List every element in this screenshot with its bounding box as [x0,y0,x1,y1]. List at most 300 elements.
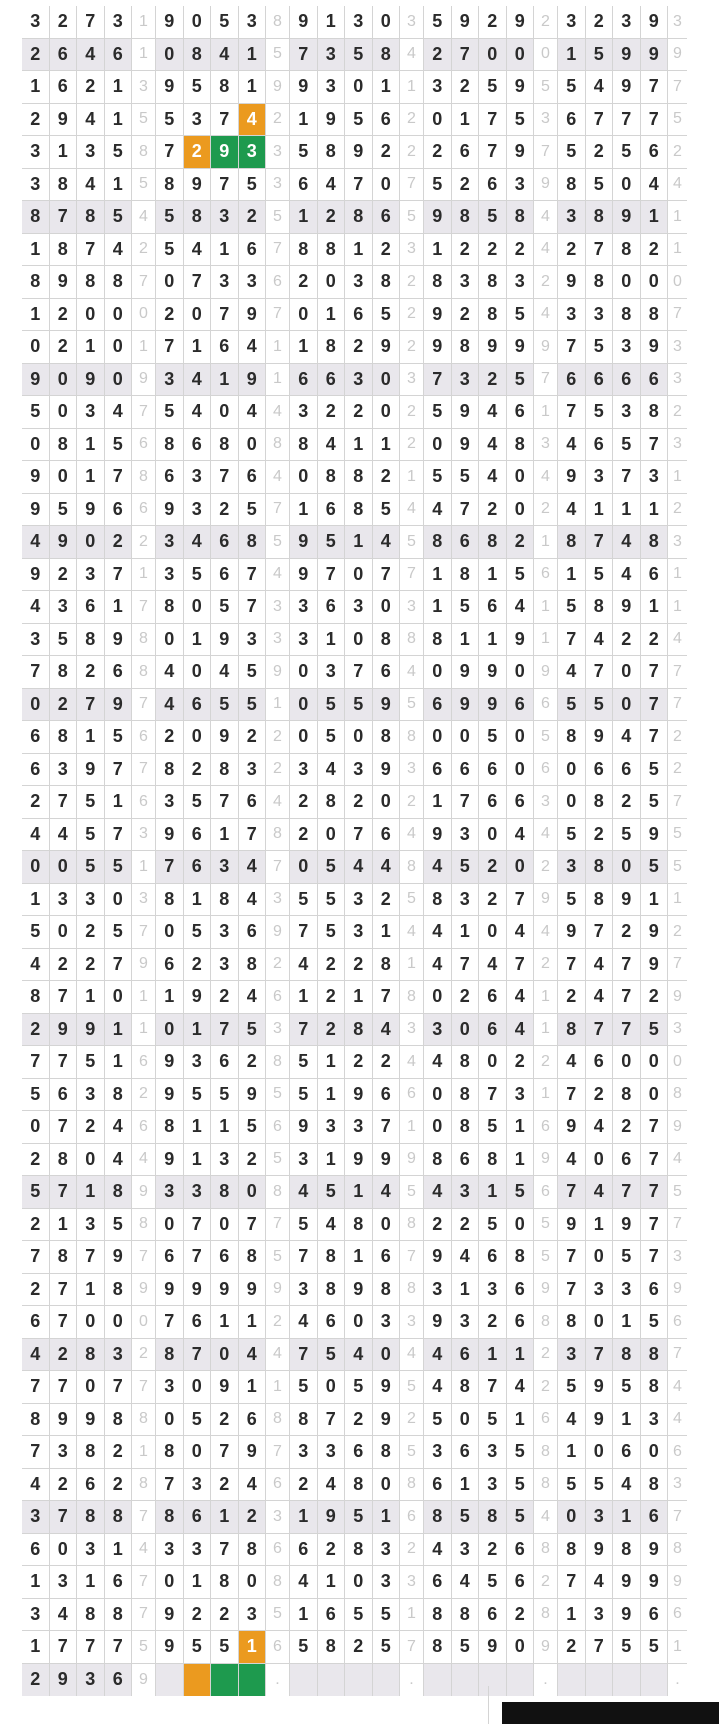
grid-cell[interactable]: 9 [318,104,346,137]
grid-cell[interactable]: 0 [290,689,318,722]
grid-cell[interactable]: 2 [586,1079,614,1112]
grid-cell[interactable]: 5 [507,104,535,137]
grid-cell[interactable]: 7 [558,1274,586,1307]
grid-cell[interactable]: 6 [290,364,318,397]
grid-cell[interactable]: 7 [479,104,507,137]
grid-cell[interactable]: 1 [290,494,318,527]
grid-cell[interactable]: 3 [211,1144,239,1177]
grid-cell[interactable]: 5 [424,396,452,429]
grid-cell[interactable]: 1 [586,494,614,527]
grid-cell[interactable]: 5 [77,819,105,852]
grid-cell[interactable]: 8 [22,981,50,1014]
grid-cell[interactable]: 0 [479,916,507,949]
grid-cell[interactable]: 2 [613,916,641,949]
grid-cell[interactable]: 3 [424,1014,452,1047]
grid-cell[interactable]: 6 [184,1306,212,1339]
grid-cell[interactable]: 2 [345,1404,373,1437]
grid-cell[interactable]: 2 [345,1631,373,1664]
grid-cell[interactable]: 7 [156,1469,184,1502]
grid-cell[interactable]: 0 [184,6,212,39]
grid-cell[interactable]: 2 [77,916,105,949]
grid-cell[interactable]: 1 [105,591,133,624]
grid-cell[interactable]: 3 [77,136,105,169]
grid-cell[interactable]: 4 [22,819,50,852]
grid-cell[interactable]: 1 [184,1111,212,1144]
grid-cell[interactable]: 9 [558,916,586,949]
grid-cell[interactable]: 4 [211,656,239,689]
grid-cell[interactable]: 2 [479,851,507,884]
grid-cell[interactable]: 3 [613,331,641,364]
grid-cell[interactable]: 0 [373,169,401,202]
grid-cell[interactable]: 2 [211,1469,239,1502]
grid-cell[interactable]: 7 [586,526,614,559]
grid-cell[interactable]: 8 [318,234,346,267]
grid-cell[interactable]: 7 [105,559,133,592]
grid-cell[interactable]: 3 [184,1534,212,1567]
grid-cell[interactable]: 1 [613,1306,641,1339]
grid-cell[interactable]: 5 [290,1209,318,1242]
grid-cell[interactable]: 1 [105,169,133,202]
grid-cell[interactable]: 5 [452,461,480,494]
grid-cell[interactable]: 8 [211,429,239,462]
grid-cell[interactable]: 1 [290,1501,318,1534]
grid-cell[interactable]: 5 [290,1631,318,1664]
grid-cell[interactable]: 8 [156,429,184,462]
grid-cell[interactable]: 2 [373,884,401,917]
grid-cell[interactable]: 1 [50,136,78,169]
grid-cell[interactable]: 1 [22,234,50,267]
grid-cell[interactable]: 2 [239,1144,267,1177]
grid-cell[interactable]: 0 [613,1046,641,1079]
grid-cell[interactable]: 3 [586,1501,614,1534]
grid-cell[interactable]: 6 [239,461,267,494]
grid-cell[interactable]: 2 [586,6,614,39]
grid-cell[interactable]: 8 [239,526,267,559]
grid-cell[interactable]: 8 [290,234,318,267]
grid-cell[interactable]: 5 [318,884,346,917]
grid-cell[interactable]: 5 [50,494,78,527]
grid-cell[interactable]: 6 [105,39,133,72]
grid-cell[interactable]: 8 [105,1274,133,1307]
grid-cell[interactable]: 9 [345,1079,373,1112]
grid-cell[interactable]: 5 [184,916,212,949]
grid-cell[interactable]: 9 [239,1079,267,1112]
grid-cell[interactable]: 7 [558,949,586,982]
grid-cell[interactable]: 6 [452,526,480,559]
grid-cell[interactable]: 4 [373,851,401,884]
grid-cell[interactable]: 0 [105,884,133,917]
grid-cell[interactable]: 0 [105,299,133,332]
grid-cell[interactable]: 9 [507,71,535,104]
grid-cell[interactable]: 5 [318,851,346,884]
grid-cell[interactable]: 0 [373,591,401,624]
grid-cell[interactable]: 0 [22,331,50,364]
grid-cell[interactable]: 2 [479,6,507,39]
grid-cell[interactable]: 3 [211,851,239,884]
grid-cell[interactable]: 2 [22,786,50,819]
grid-cell[interactable]: 1 [239,1306,267,1339]
grid-cell[interactable]: 4 [290,1566,318,1599]
grid-cell[interactable]: 1 [373,71,401,104]
grid-cell[interactable]: 3 [156,1534,184,1567]
grid-cell[interactable]: 0 [373,396,401,429]
grid-cell[interactable]: 6 [105,1566,133,1599]
grid-cell[interactable]: 1 [318,1079,346,1112]
grid-cell[interactable]: 5 [105,721,133,754]
grid-cell[interactable]: 7 [641,71,669,104]
grid-cell[interactable]: 8 [156,754,184,787]
grid-cell[interactable]: 0 [613,266,641,299]
grid-cell[interactable]: 7 [50,201,78,234]
grid-cell[interactable]: 7 [586,1014,614,1047]
grid-cell[interactable]: 1 [239,71,267,104]
grid-cell[interactable]: 3 [318,1111,346,1144]
grid-cell[interactable]: 1 [452,104,480,137]
grid-cell[interactable]: 1 [22,71,50,104]
grid-cell[interactable]: 9 [345,1274,373,1307]
grid-cell[interactable]: 8 [22,1404,50,1437]
grid-cell[interactable]: 4 [613,1469,641,1502]
grid-cell[interactable]: 3 [156,559,184,592]
grid-cell[interactable]: 7 [586,1631,614,1664]
grid-cell[interactable]: 4 [507,981,535,1014]
grid-cell[interactable]: 9 [641,1534,669,1567]
grid-cell[interactable]: 4 [479,461,507,494]
grid-cell[interactable]: 9 [77,1014,105,1047]
grid-cell[interactable]: 2 [613,786,641,819]
grid-cell[interactable]: 8 [558,1306,586,1339]
grid-cell[interactable]: 0 [424,1111,452,1144]
grid-cell[interactable]: 2 [345,949,373,982]
grid-cell[interactable]: 7 [452,39,480,72]
grid-cell[interactable]: 5 [211,591,239,624]
grid-cell[interactable]: 0 [22,1111,50,1144]
grid-cell[interactable]: 8 [318,1631,346,1664]
grid-cell[interactable]: 8 [156,884,184,917]
grid-cell[interactable]: 3 [558,851,586,884]
grid-cell[interactable]: 6 [184,851,212,884]
grid-cell[interactable]: 0 [156,1014,184,1047]
grid-cell[interactable]: 1 [345,526,373,559]
grid-cell[interactable]: 2 [77,949,105,982]
grid-cell[interactable]: 8 [452,1371,480,1404]
grid-cell[interactable]: 8 [156,1501,184,1534]
grid-cell[interactable]: 5 [345,1501,373,1534]
grid-cell[interactable]: 4 [479,396,507,429]
grid-cell[interactable]: 5 [507,299,535,332]
grid-cell[interactable]: 6 [424,754,452,787]
grid-cell[interactable]: 0 [50,851,78,884]
grid-cell[interactable]: 6 [479,591,507,624]
grid-cell[interactable]: 3 [156,1176,184,1209]
grid-cell[interactable]: 6 [613,754,641,787]
grid-cell[interactable]: 5 [424,6,452,39]
grid-cell[interactable]: 6 [479,1014,507,1047]
grid-cell[interactable]: 0 [586,1306,614,1339]
grid-cell[interactable]: 0 [507,721,535,754]
grid-cell[interactable]: 5 [156,201,184,234]
grid-cell[interactable]: 3 [77,884,105,917]
grid-cell[interactable]: 6 [641,1501,669,1534]
grid-cell[interactable]: 7 [290,916,318,949]
grid-cell[interactable]: 0 [184,656,212,689]
grid-cell[interactable]: 5 [479,201,507,234]
grid-cell[interactable] [452,1664,480,1697]
grid-cell[interactable]: 3 [77,559,105,592]
grid-cell[interactable]: 8 [211,884,239,917]
grid-cell[interactable]: 1 [507,1339,535,1372]
grid-cell[interactable]: 4 [558,1144,586,1177]
grid-cell[interactable]: 5 [558,884,586,917]
grid-cell[interactable]: 2 [50,1339,78,1372]
grid-cell[interactable]: 3 [184,461,212,494]
grid-cell[interactable]: 9 [156,1046,184,1079]
grid-cell[interactable]: 9 [77,494,105,527]
grid-cell[interactable]: 8 [156,591,184,624]
grid-cell[interactable]: 0 [613,689,641,722]
grid-cell[interactable]: 6 [479,981,507,1014]
grid-cell[interactable]: 5 [184,1404,212,1437]
grid-cell[interactable]: 5 [345,104,373,137]
grid-cell[interactable]: 7 [77,1241,105,1274]
grid-cell[interactable]: 5 [290,1079,318,1112]
grid-cell[interactable]: 6 [613,1436,641,1469]
grid-cell[interactable]: 9 [373,331,401,364]
grid-cell[interactable]: 0 [641,1079,669,1112]
grid-cell[interactable]: 9 [586,721,614,754]
grid-cell[interactable]: 4 [318,1209,346,1242]
grid-cell[interactable]: 0 [345,559,373,592]
grid-cell[interactable]: 6 [641,1599,669,1632]
grid-cell[interactable]: 9 [105,624,133,657]
grid-cell[interactable]: 4 [184,364,212,397]
grid-cell[interactable]: 2 [641,234,669,267]
grid-cell[interactable]: 8 [424,1599,452,1632]
grid-cell[interactable]: 5 [613,429,641,462]
grid-cell[interactable]: 2 [50,331,78,364]
grid-cell[interactable]: 8 [318,136,346,169]
grid-cell[interactable]: 7 [613,104,641,137]
grid-cell[interactable]: 1 [318,624,346,657]
grid-cell[interactable]: 8 [77,624,105,657]
grid-cell[interactable]: 5 [105,1209,133,1242]
grid-cell[interactable]: 0 [77,1371,105,1404]
grid-cell[interactable]: 4 [318,754,346,787]
grid-cell[interactable]: 2 [50,689,78,722]
grid-cell[interactable]: 2 [50,6,78,39]
grid-cell[interactable]: 9 [452,396,480,429]
grid-cell[interactable]: 9 [373,1371,401,1404]
grid-cell[interactable]: 2 [613,1111,641,1144]
grid-cell[interactable]: 7 [184,1339,212,1372]
grid-cell[interactable]: 9 [239,364,267,397]
grid-cell[interactable]: 3 [22,1599,50,1632]
grid-cell[interactable]: 6 [507,1534,535,1567]
grid-cell[interactable]: 1 [77,981,105,1014]
grid-cell[interactable]: 7 [105,1631,133,1664]
grid-cell[interactable]: 5 [479,1566,507,1599]
grid-cell[interactable]: 2 [318,949,346,982]
grid-cell[interactable]: 5 [105,429,133,462]
grid-cell[interactable]: 7 [50,786,78,819]
grid-cell[interactable]: 8 [156,1339,184,1372]
grid-cell[interactable]: 3 [239,136,267,169]
grid-cell[interactable]: 5 [318,721,346,754]
grid-cell[interactable]: 0 [613,169,641,202]
grid-cell[interactable]: 5 [184,1079,212,1112]
grid-cell[interactable]: 3 [77,1079,105,1112]
grid-cell[interactable]: 7 [290,1014,318,1047]
grid-cell[interactable]: 6 [345,299,373,332]
grid-cell[interactable]: 5 [507,364,535,397]
grid-cell[interactable]: 6 [558,364,586,397]
grid-cell[interactable]: 1 [318,299,346,332]
grid-cell[interactable]: 9 [105,689,133,722]
grid-cell[interactable]: 6 [239,1404,267,1437]
grid-cell[interactable]: 9 [22,494,50,527]
grid-cell[interactable]: 3 [105,1339,133,1372]
grid-cell[interactable]: 4 [77,169,105,202]
grid-cell[interactable]: 6 [586,429,614,462]
grid-cell[interactable]: 7 [211,786,239,819]
grid-cell[interactable]: 1 [586,1209,614,1242]
grid-cell[interactable]: 5 [613,1631,641,1664]
grid-cell[interactable]: 9 [613,1599,641,1632]
grid-cell[interactable]: 2 [479,1534,507,1567]
grid-cell[interactable]: 9 [641,819,669,852]
grid-cell[interactable]: 4 [586,949,614,982]
grid-cell[interactable]: 8 [479,266,507,299]
grid-cell[interactable]: 9 [586,1371,614,1404]
grid-cell[interactable]: 1 [373,1501,401,1534]
grid-cell[interactable]: 2 [50,949,78,982]
grid-cell[interactable]: 4 [239,981,267,1014]
grid-cell[interactable]: 4 [50,819,78,852]
grid-cell[interactable]: 5 [558,1469,586,1502]
grid-cell[interactable]: 8 [105,1404,133,1437]
grid-cell[interactable]: 4 [105,234,133,267]
grid-cell[interactable]: 8 [211,1566,239,1599]
grid-cell[interactable]: 5 [184,71,212,104]
grid-cell[interactable]: 5 [318,689,346,722]
grid-cell[interactable]: 9 [290,559,318,592]
grid-cell[interactable]: 8 [452,1079,480,1112]
grid-cell[interactable]: 5 [558,689,586,722]
grid-cell[interactable]: 7 [641,104,669,137]
grid-cell[interactable]: 8 [239,1241,267,1274]
grid-cell[interactable]: 0 [156,1404,184,1437]
grid-cell[interactable]: 0 [50,364,78,397]
grid-cell[interactable]: 9 [290,71,318,104]
grid-cell[interactable]: 1 [211,1306,239,1339]
grid-cell[interactable]: 3 [105,6,133,39]
grid-cell[interactable]: 9 [156,1079,184,1112]
grid-cell[interactable]: 1 [373,429,401,462]
grid-cell[interactable] [373,1664,401,1697]
grid-cell[interactable]: 8 [452,1599,480,1632]
grid-cell[interactable]: 3 [184,1176,212,1209]
grid-cell[interactable]: 6 [22,754,50,787]
grid-cell[interactable]: 1 [558,559,586,592]
grid-cell[interactable]: 3 [77,396,105,429]
grid-cell[interactable]: 5 [77,1046,105,1079]
grid-cell[interactable]: 6 [211,1046,239,1079]
grid-cell[interactable]: 6 [373,104,401,137]
grid-cell[interactable]: 8 [345,494,373,527]
grid-cell[interactable]: 0 [558,786,586,819]
grid-cell[interactable]: 8 [156,1111,184,1144]
grid-cell[interactable]: 8 [77,266,105,299]
grid-cell[interactable]: 8 [452,331,480,364]
grid-cell[interactable]: 9 [184,981,212,1014]
grid-cell[interactable]: 7 [105,1371,133,1404]
grid-cell[interactable]: 8 [373,949,401,982]
grid-cell[interactable]: 1 [613,1404,641,1437]
grid-cell[interactable]: 5 [211,1079,239,1112]
grid-cell[interactable]: 2 [558,981,586,1014]
grid-cell[interactable]: 0 [22,429,50,462]
grid-cell[interactable]: 8 [479,1501,507,1534]
grid-cell[interactable]: 8 [318,461,346,494]
grid-cell[interactable]: 7 [373,981,401,1014]
grid-cell[interactable]: 8 [613,234,641,267]
grid-cell[interactable]: 2 [239,1501,267,1534]
grid-cell[interactable]: 2 [479,364,507,397]
grid-cell[interactable]: 8 [105,266,133,299]
grid-cell[interactable]: 8 [641,396,669,429]
grid-cell[interactable]: 3 [452,1176,480,1209]
grid-cell[interactable]: 0 [184,591,212,624]
grid-cell[interactable]: 8 [77,1599,105,1632]
grid-cell[interactable]: 6 [211,331,239,364]
grid-cell[interactable]: 0 [479,1046,507,1079]
grid-cell[interactable]: 2 [507,1599,535,1632]
grid-cell[interactable]: 1 [105,786,133,819]
grid-cell[interactable]: 7 [239,1209,267,1242]
grid-cell[interactable]: 0 [641,266,669,299]
grid-cell[interactable]: 9 [558,1209,586,1242]
grid-cell[interactable]: 4 [558,1046,586,1079]
grid-cell[interactable]: 9 [641,916,669,949]
grid-cell[interactable]: 2 [105,526,133,559]
grid-cell[interactable]: 5 [22,1176,50,1209]
grid-cell[interactable]: 0 [586,1241,614,1274]
grid-cell[interactable]: 4 [22,1339,50,1372]
grid-cell[interactable]: 8 [77,201,105,234]
grid-cell[interactable]: 8 [50,234,78,267]
grid-cell[interactable]: 7 [558,1176,586,1209]
grid-cell[interactable]: 5 [239,169,267,202]
grid-cell[interactable]: 9 [507,136,535,169]
grid-cell[interactable]: 6 [290,169,318,202]
grid-cell[interactable]: 3 [373,1566,401,1599]
grid-cell[interactable]: 6 [22,1306,50,1339]
grid-cell[interactable]: 3 [345,884,373,917]
grid-cell[interactable]: 3 [22,1501,50,1534]
grid-cell[interactable]: 4 [586,1176,614,1209]
grid-cell[interactable]: 9 [184,169,212,202]
grid-cell[interactable]: 9 [452,6,480,39]
grid-cell[interactable]: 2 [507,234,535,267]
grid-cell[interactable]: 0 [290,461,318,494]
grid-cell[interactable]: 2 [22,1144,50,1177]
grid-cell[interactable] [239,1664,267,1697]
grid-cell[interactable]: 1 [22,1631,50,1664]
grid-cell[interactable]: 8 [507,429,535,462]
grid-cell[interactable]: 8 [424,266,452,299]
grid-cell[interactable]: 1 [641,494,669,527]
grid-cell[interactable]: 3 [239,266,267,299]
